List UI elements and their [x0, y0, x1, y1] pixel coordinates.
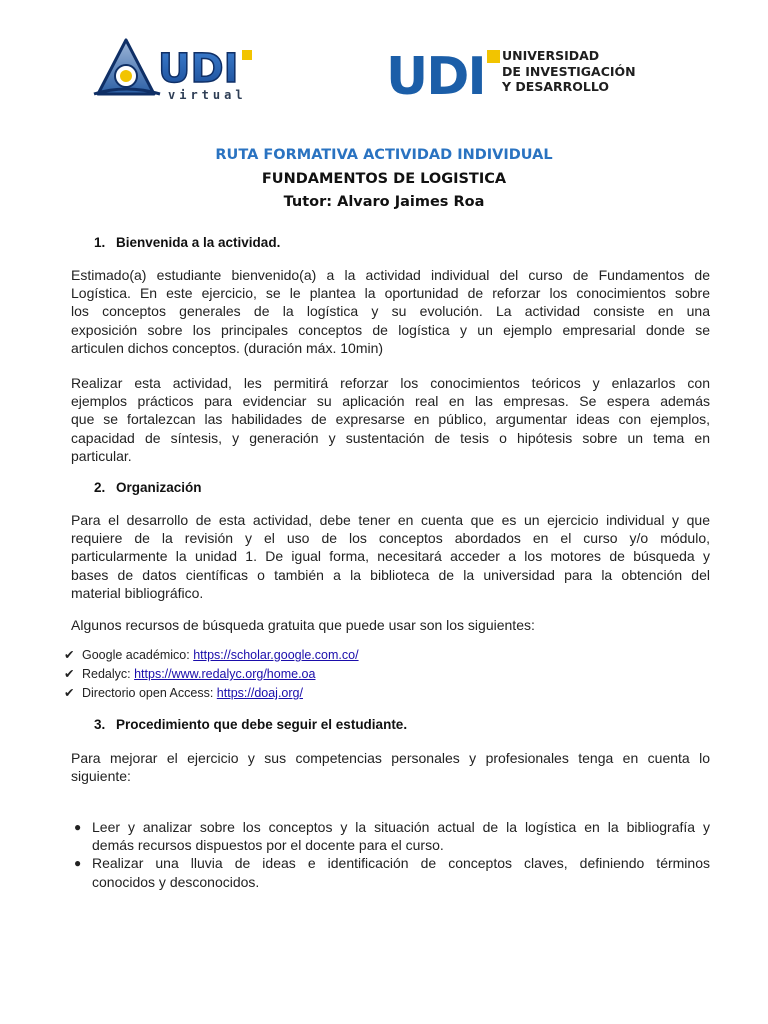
university-line-3: Y DESARROLLO: [502, 79, 609, 94]
route-title: RUTA FORMATIVA ACTIVIDAD INDIVIDUAL: [215, 147, 553, 163]
university-line-1: UNIVERSIDAD: [502, 48, 600, 63]
list-item: [70, 854, 710, 890]
text-line: conocidos y desconocidos.: [92, 873, 260, 890]
text-line: material bibliográfico.: [71, 584, 204, 601]
checkmark-icon: ✔: [64, 667, 75, 681]
university-line-2: DE INVESTIGACIÓN: [502, 63, 636, 79]
text-line: particularmente la unidad 1. De igual forma, necesitará acceder a los motores de búsqueda y: [71, 548, 710, 565]
section-3-title: Procedimiento que debe seguir el estudiante.: [116, 717, 408, 732]
university-name: [502, 48, 636, 95]
text-line: capacidad de síntesis, y generación y sustentación de tesis o hipótesis sobre un tema en: [71, 429, 710, 446]
svg-text:virtual: virtual: [168, 88, 247, 102]
svg-text:UDI: UDI: [158, 46, 239, 92]
list-item-text: [92, 818, 710, 854]
section-2-paragraph-2: Algunos recursos de búsqueda gratuita que puede usar son los siguientes:: [71, 617, 535, 633]
bullet-icon: ●: [74, 856, 82, 871]
section-3-number: 3.: [94, 717, 106, 732]
section-2-paragraph-1: [71, 511, 710, 602]
tutor-line: Tutor: Alvaro Jaimes Roa: [283, 194, 485, 210]
bullet-icon: ●: [74, 820, 82, 834]
text-line: demás recursos dispuestos por el docente para el curso.: [92, 837, 444, 854]
section-1-number: 1.: [94, 235, 106, 250]
text-line: exposición sobre los principales conceptos de logística y un ejemplo empresarial donde se: [71, 321, 710, 338]
text-line: requiere de la revisión y el uso de los conceptos abordados en el curso y/o módulo,: [71, 530, 710, 547]
resource-list: [64, 646, 359, 703]
section-1-paragraph-1: [71, 266, 710, 357]
text-line: Para el desarrollo de esta actividad, debe tener en cuenta que es un ejercicio individual y que: [71, 512, 710, 528]
resource-item: [64, 646, 359, 665]
resource-label: Directorio open Access:: [82, 686, 217, 700]
text-line: Logística. En este ejercicio, se le plantea la oportunidad de reforzar los conocimientos sobre: [71, 285, 710, 302]
text-line: Para mejorar el ejercicio y sus competencias personales y profesionales tenga en cuenta lo: [71, 750, 710, 766]
svg-text:UDI: UDI: [386, 47, 485, 102]
resource-label: Redalyc:: [82, 667, 135, 681]
text-line: Realizar esta actividad, les permitirá reforzar los conocimientos teóricos y enlazarlos con: [71, 375, 710, 391]
resource-label: Google académico:: [82, 648, 194, 662]
text-line: que se fortalezcan las habilidades de expresarse en público, argumentar ideas con ejemplos,: [71, 411, 710, 428]
section-1-paragraph-2: [71, 374, 710, 465]
list-item: [70, 818, 710, 854]
text-line: Estimado(a) estudiante bienvenido(a) a la actividad individual del curso de Fundamentos de: [71, 267, 710, 283]
resource-link-redalyc[interactable]: https://www.redalyc.org/home.oa: [134, 667, 316, 681]
procedure-list: [70, 818, 710, 891]
text-line: bases de datos científicas o también a la biblioteca de la universidad para la obtención del: [71, 566, 710, 583]
text-line: siguiente:: [71, 768, 131, 785]
resource-link-doaj[interactable]: https://doaj.org/: [216, 686, 303, 700]
resource-item: [64, 684, 359, 703]
udi-virtual-logo: [92, 36, 262, 106]
section-2-title: Organización: [116, 480, 202, 495]
checkmark-icon: ✔: [64, 648, 75, 662]
course-title: FUNDAMENTOS DE LOGISTICA: [261, 171, 507, 187]
section-3-paragraph-1: [71, 749, 710, 785]
text-line: los conceptos generales de la logística y su evolución. La actividad consiste en una: [71, 303, 710, 320]
section-1-title: Bienvenida a la actividad.: [116, 235, 281, 250]
resource-item: [64, 665, 359, 684]
checkmark-icon: ✔: [64, 686, 75, 700]
text-line: ejemplos prácticos para evidenciar su aplicación real en las empresas. Se espera además: [71, 393, 710, 410]
text-line: Leer y analizar sobre los conceptos y la situación actual de la logística en la bibliografía y: [92, 819, 710, 835]
resource-link-google-scholar[interactable]: https://scholar.google.com.co/: [193, 648, 359, 662]
text-line: particular.: [71, 447, 132, 464]
list-item-text: [92, 854, 710, 890]
text-line: articulen dichos conceptos. (duración máx. 10min): [71, 339, 384, 356]
section-2-number: 2.: [94, 480, 106, 495]
text-line: Realizar una lluvia de ideas e identificación de conceptos claves, definiendo términos: [92, 855, 710, 872]
